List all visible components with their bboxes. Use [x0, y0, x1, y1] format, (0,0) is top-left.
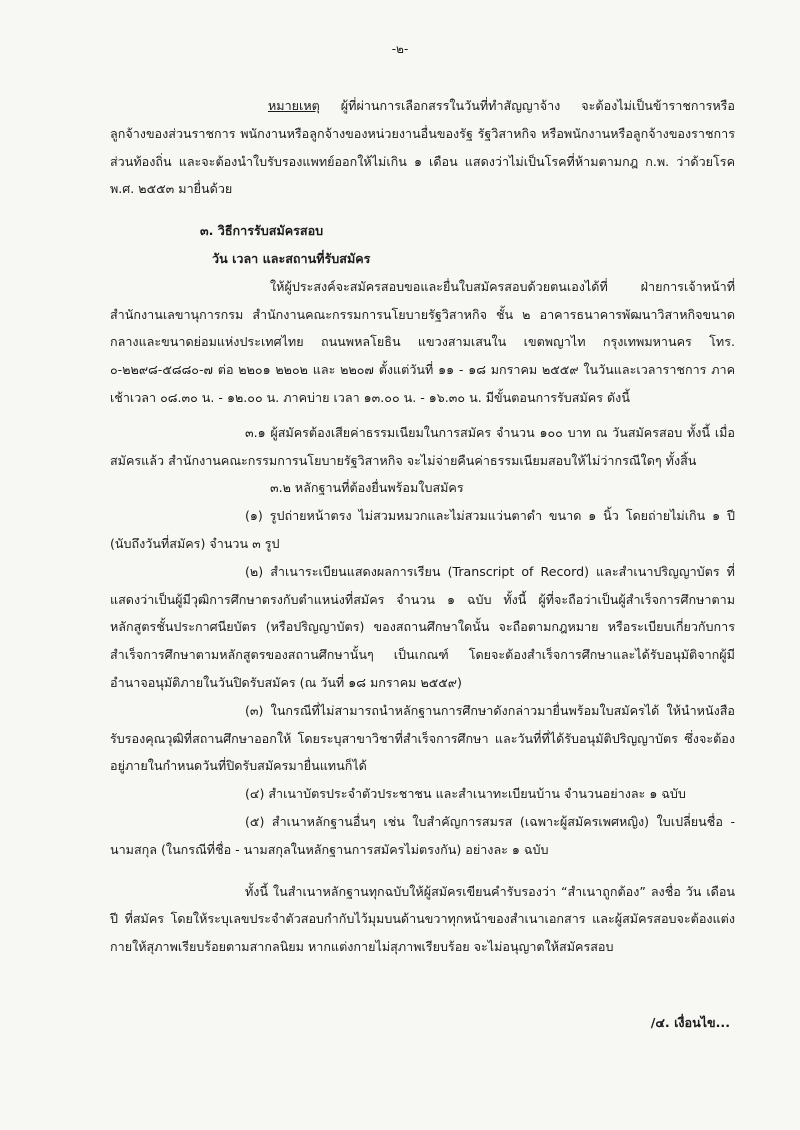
document-item-1: (๑) รูปถ่ายหน้าตรง ไม่สวมหมวกและไม่สวมแว่นตาดำ ขนาด ๑ นิ้ว โดยถ่ายไม่เกิน ๑ ปี (นับถึงวันที่สมัคร) จำนวน ๓ รูป [110, 508, 735, 551]
document-item-5: (๕) สำเนาหลักฐานอื่นๆ เช่น ใบสำคัญการสมรส (เฉพาะผู้สมัครเพศหญิง) ใบเปลี่ยนชื่อ - นามสกุล (ในกรณีที่ชื่อ - นามสกุลในหลักฐานการสมัครไม่ตรงกัน) อย่างละ ๑ ฉบับ [110, 813, 735, 857]
closing-paragraph: ทั้งนี้ ในสำเนาหลักฐานทุกฉบับให้ผู้สมัครเขียนคำรับรองว่า “สำเนาถูกต้อง” ลงชื่อ วัน เดือน ปี ที่สมัคร โดยให้ระบุเลขประจำตัวสอบกำกับไว้มุมบนด้านขวาทุกหน้าของสำเนาเอกสาร และผู้สมัครสอบจะต้องแต่งกายให้สุภาพเรียบร้อยตามสากลนิยม หากแต่งกายไม่สุภาพเรียบร้อย จะไม่อนุญาตให้สมัครสอบ [110, 883, 735, 955]
section-subheading: วัน เวลา และสถานที่รับสมัคร [212, 250, 371, 266]
document-item-2: (๒) สำเนาระเบียนแสดงผลการเรียน (Transcript of Record) และสำเนาปริญญาบัตร ที่แสดงว่าเป็นผู้มีวุฒิการศึกษาตรงกับตำแหน่งที่สมัคร จำนวน ๑ ฉบับ ทั้งนี้ ผู้ที่จะถือว่าเป็นผู้สำเร็จการศึกษาตามหลักสูตรชั้นประกาศนียบัตร (หรือปริญญาบัตร) ของสถานศึกษาใดนั้น จะถือตามกฎหมาย หรือระเบียบเกี่ยวกับการสำเร็จการศึกษาตามหลักสูตรของสถานศึกษานั้นๆ เป็นเกณฑ์ โดยจะต้องสำเร็จการศึกษาและได้รับอนุมัติจากผู้มีอำนาจอนุมัติภายในวันปิดรับสมัคร (ณ วันที่ ๑๘ มกราคม ๒๕๕๙) [110, 563, 735, 690]
item-3-2: ๓.๒ หลักฐานที่ต้องยื่นพร้อมใบสมัคร [270, 480, 464, 496]
note-label: หมายเหตุ [268, 98, 320, 113]
document-item-3: (๓) ในกรณีที่ไม่สามารถนำหลักฐานการศึกษาดังกล่าวมายื่นพร้อมใบสมัครได้ ให้นำหนังสือรับรองคุณวุฒิที่สถานศึกษาออกให้ โดยระบุสาขาวิชาที่สำเร็จการศึกษา และวันที่ที่ได้รับอนุมัติปริญญาบัตร ซึ่งจะต้องอยู่ภายในกำหนดวันที่ปิดรับสมัครมายื่นแทนก็ได้ [110, 702, 735, 774]
page-number: -๒- [391, 42, 409, 56]
note-paragraph [110, 92, 735, 203]
section-heading: ๓. วิธีการรับสมัครสอบ [200, 223, 324, 239]
document-body [110, 92, 735, 961]
intro-paragraph: ให้ผู้ประสงค์จะสมัครสอบขอและยื่นใบสมัครสอบด้วยตนเองได้ที่ ฝ่ายการเจ้าหน้าที่ สำนักงานเลขานุการกรม สำนักงานคณะกรรมการนโยบายรัฐวิสาหกิจ ชั้น ๒ อาคารธนาคารพัฒนาวิสาหกิจขนาดกลางและขนาดย่อมแห่งประเทศไทย ถนนพหลโยธิน แขวงสามเสนใน เขตพญาไท กรุงเทพมหานคร โทร. ๐-๒๒๙๘-๕๘๘๐-๗ ต่อ ๒๒๐๑ ๒๒๐๒ และ ๒๒๐๗ ตั้งแต่วันที่ ๑๑ - ๑๘ มกราคม ๒๕๕๙ ในวันและเวลาราชการ ภาคเช้าเวลา ๐๘.๓๐ น. - ๑๒.๐๐ น. ภาคบ่าย เวลา ๑๓.๐๐ น. - ๑๖.๓๐ น. มีขั้นตอนการรับสมัคร ดังนี้ [110, 278, 735, 405]
note-text: ผู้ที่ผ่านการเลือกสรรในวันที่ทำสัญญาจ้าง จะต้องไม่เป็นข้าราชการหรือลูกจ้างของส่วนราชการ พนักงานหรือลูกจ้างของหน่วยงานอื่นของรัฐ รัฐวิสาหกิจ หรือพนักงานหรือลูกจ้างของราชการส่วนท้องถิ่น และจะต้องนำใบรับรองแพทย์ออกให้ไม่เกิน ๑ เดือน แสดงว่าไม่เป็นโรคที่ห้ามตามกฎ ก.พ. ว่าด้วยโรค พ.ศ. ๒๕๕๓ มายื่นด้วย [110, 98, 735, 197]
document-item-4: (๔) สำเนาบัตรประจำตัวประชาชน และสำเนาทะเบียนบ้าน จำนวนอย่างละ ๑ ฉบับ [245, 786, 686, 802]
item-3-1: ๓.๑ ผู้สมัครต้องเสียค่าธรรมเนียมในการสมัคร จำนวน ๑๐๐ บาท ณ วันสมัครสอบ ทั้งนี้ เมื่อสมัครแล้ว สำนักงานคณะกรรมการนโยบายรัฐวิสาหกิจ จะไม่จ่ายคืนค่าธรรมเนียมสอบให้ไม่ว่ากรณีใดๆ ทั้งสิ้น [110, 424, 735, 468]
next-page-marker: /๔. เงื่อนไข... [650, 1015, 730, 1030]
